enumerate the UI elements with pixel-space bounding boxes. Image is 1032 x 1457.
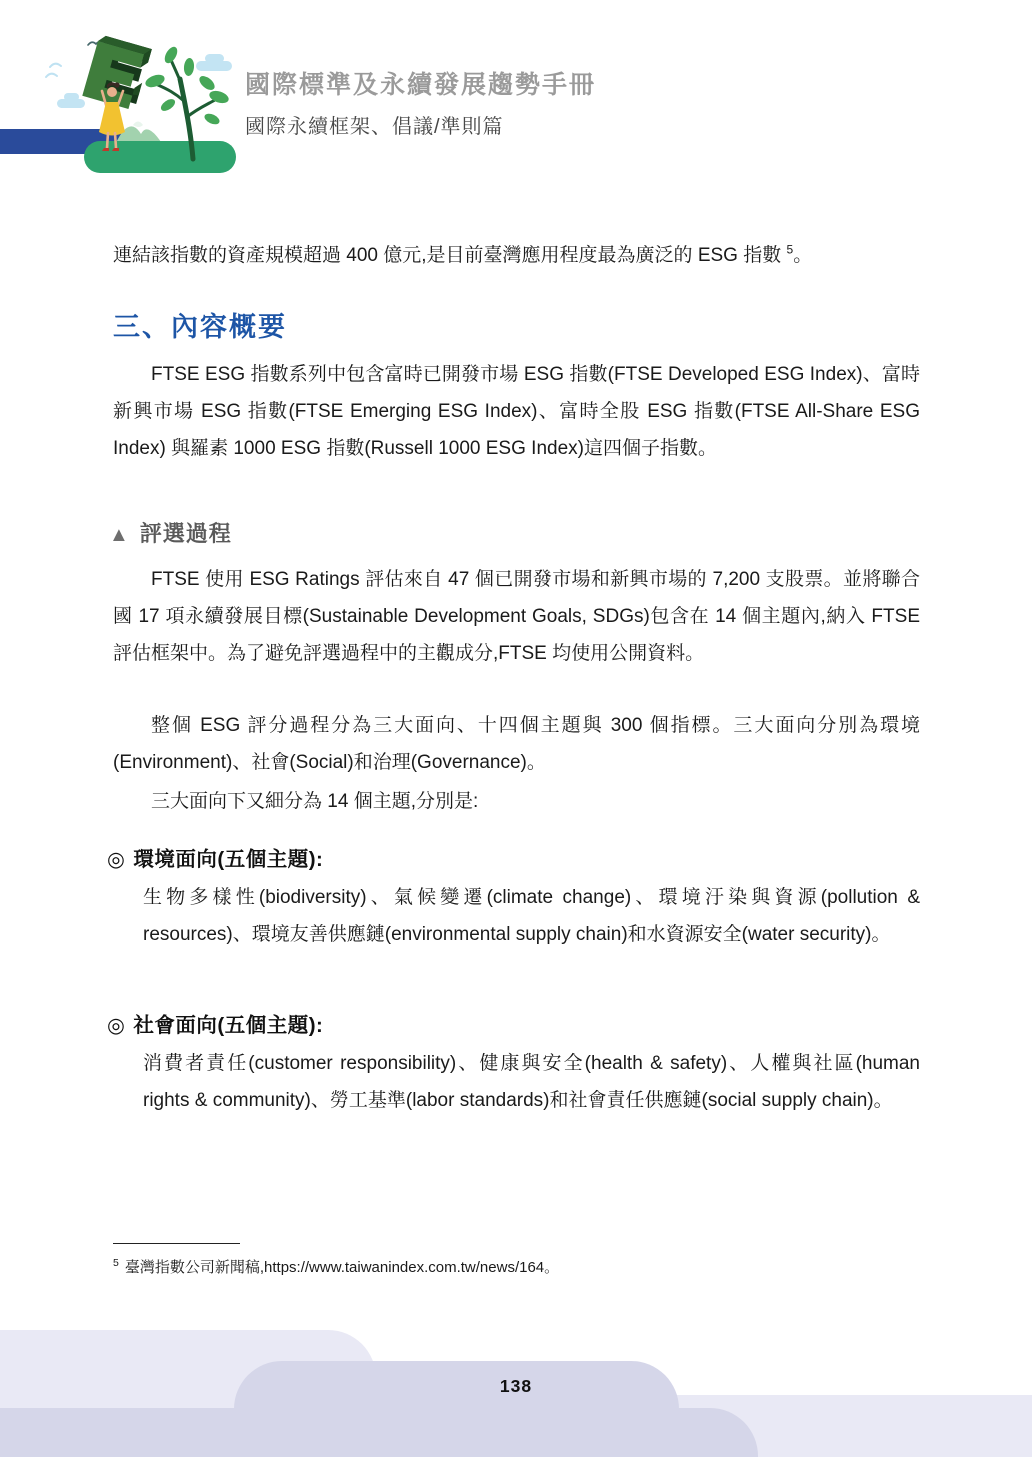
page-title: 國際標準及永續發展趨勢手冊 [245, 71, 597, 99]
paragraph-index-series: FTSE ESG 指數系列中包含富時已開發市場 ESG 指數(FTSE Developed ESG Index)、富時新興市場 ESG 指數(FTSE Emerging ESG Index)、富時全股 ESG 指數(FTSE All-Share ESG Index) 與羅素 1000 ESG 指數(Russell 1000 ESG Index)這四個子指數。 [113, 364, 920, 459]
subsection-heading-selection-process [109, 517, 916, 548]
list-heading-environment [107, 842, 914, 872]
list-heading-social-label: 社會面向(五個主題): [133, 1014, 324, 1037]
footnote-ref-5: 5 [786, 242, 794, 257]
section-heading-overview: 三、內容概要 [113, 312, 287, 342]
footnote [113, 1252, 920, 1279]
esg-letter-e-icon [82, 34, 152, 110]
footnote-text: 臺灣指數公司新聞稿,https://www.taiwanindex.com.tw/news/164。 [124, 1259, 560, 1276]
bullseye-marker-icon: ◎ [107, 1014, 126, 1037]
page-subtitle: 國際永續框架、倡議/準則篇 [245, 116, 504, 138]
list-heading-social [107, 1008, 914, 1038]
paragraph-environment-themes: 生物多樣性(biodiversity)、氣候變遷(climate change)、環境汙染與資源(pollution & resources)、環境友善供應鏈(environmental supply chain)和水資源安全(water security)。 [143, 887, 920, 945]
footnote-marker: 5 [113, 1257, 119, 1269]
paragraph-intro-end: 。 [793, 245, 813, 266]
list-heading-environment-label: 環境面向(五個主題): [133, 848, 324, 871]
subsection-heading-label: 評選過程 [139, 521, 232, 546]
bullseye-marker-icon: ◎ [107, 848, 126, 871]
paragraph-intro [113, 238, 920, 275]
header-illustration [0, 15, 240, 195]
mountain-snow [133, 122, 143, 128]
wind-icon [46, 64, 61, 77]
triangle-marker-icon: ▲ [109, 524, 130, 546]
paragraph-three-pillars: 整個 ESG 評分過程分為三大面向、十四個主題與 300 個指標。三大面向分別為環境(Environment)、社會(Social)和治理(Governance)。 [113, 715, 920, 773]
paragraph-social-themes: 消費者責任(customer responsibility)、健康與安全(health & safety)、人權與社區(human rights & community)、勞工基準(labor standards)和社會責任供應鏈(social supply chain)。 [143, 1053, 920, 1111]
paragraph-intro-text: 連結該指數的資產規模超過 400 億元,是目前臺灣應用程度最為廣泛的 ESG 指數 [113, 245, 782, 266]
paragraph-ratings: FTSE 使用 ESG Ratings 評估來自 47 個已開發市場和新興市場的 7,200 支股票。並將聯合國 17 項永續發展目標(Sustainable Development Goals, SDGs)包含在 14 個主題內,納入 FTSE 評估框架中。為了避免評選過程中的主觀成分,FTSE 均使用公開資料。 [113, 569, 920, 664]
footnote-divider [113, 1243, 240, 1244]
page-number: 138 [499, 1376, 533, 1396]
paragraph-fourteen-themes: 三大面向下又細分為 14 個主題,分別是: [151, 791, 479, 812]
